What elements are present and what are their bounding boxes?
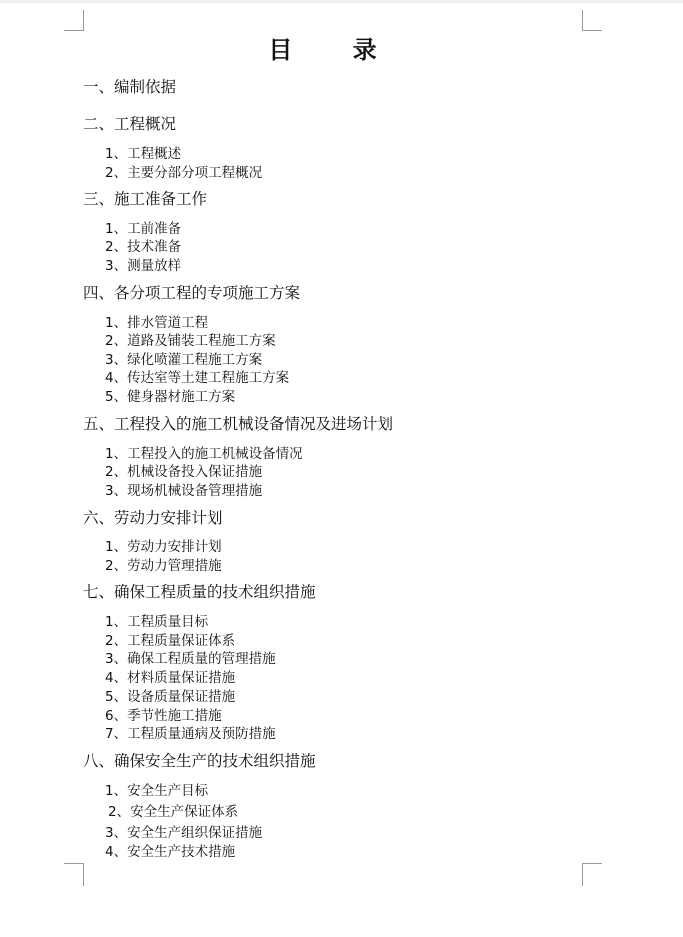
toc-item[interactable]: 4、安全生产技术措施	[105, 844, 236, 860]
toc-item[interactable]: 3、安全生产组织保证措施	[105, 825, 263, 841]
toc-section-heading[interactable]: 七、确保工程质量的技术组织措施	[83, 583, 316, 601]
toc-section-heading[interactable]: 二、工程概况	[83, 115, 177, 133]
margin-corner-mark-bottom-left	[64, 863, 84, 886]
toc-item[interactable]: 6、季节性施工措施	[105, 708, 222, 724]
toc-item[interactable]: 1、安全生产目标	[105, 783, 209, 799]
toc-item[interactable]: 2、主要分部分项工程概况	[105, 165, 263, 181]
toc-section-heading[interactable]: 五、工程投入的施工机械设备情况及进场计划	[83, 415, 394, 433]
toc-item[interactable]: 1、排水管道工程	[105, 315, 209, 331]
margin-corner-mark-top-left	[64, 10, 84, 31]
toc-item[interactable]: 1、工程概述	[105, 146, 182, 162]
toc-item[interactable]: 4、传达室等土建工程施工方案	[105, 370, 290, 386]
toc-item[interactable]: 1、工程质量目标	[105, 614, 209, 630]
toc-item[interactable]: 2、技术准备	[105, 239, 182, 255]
toc-item[interactable]: 2、机械设备投入保证措施	[105, 464, 263, 480]
toc-item[interactable]: 3、测量放样	[105, 258, 182, 274]
toc-section-heading[interactable]: 八、确保安全生产的技术组织措施	[83, 752, 316, 770]
toc-item[interactable]: 4、材料质量保证措施	[105, 670, 236, 686]
toc-item[interactable]: 5、设备质量保证措施	[105, 689, 236, 705]
toc-item[interactable]: 7、工程质量通病及预防措施	[105, 726, 276, 742]
toc-item[interactable]: 1、工程投入的施工机械设备情况	[105, 446, 303, 462]
toc-item[interactable]: 2、道路及铺装工程施工方案	[105, 333, 276, 349]
toc-item[interactable]: 2、安全生产保证体系	[108, 804, 239, 820]
toc-item[interactable]: 5、健身器材施工方案	[105, 389, 236, 405]
page-top-edge	[0, 0, 683, 3]
toc-title: 目 录	[268, 36, 403, 64]
margin-corner-mark-bottom-right	[582, 863, 602, 886]
toc-item[interactable]: 3、现场机械设备管理措施	[105, 483, 263, 499]
toc-section-heading[interactable]: 四、各分项工程的专项施工方案	[83, 284, 301, 302]
toc-item[interactable]: 1、工前准备	[105, 221, 182, 237]
toc-item[interactable]: 3、绿化喷灌工程施工方案	[105, 352, 263, 368]
toc-item[interactable]: 2、劳动力管理措施	[105, 558, 222, 574]
margin-corner-mark-top-right	[582, 10, 602, 31]
toc-item[interactable]: 3、确保工程质量的管理措施	[105, 651, 276, 667]
toc-item[interactable]: 2、工程质量保证体系	[105, 633, 236, 649]
toc-section-heading[interactable]: 一、编制依据	[83, 78, 177, 96]
toc-item[interactable]: 1、劳动力安排计划	[105, 539, 222, 555]
toc-section-heading[interactable]: 三、施工准备工作	[83, 190, 208, 208]
toc-section-heading[interactable]: 六、劳动力安排计划	[83, 509, 223, 527]
